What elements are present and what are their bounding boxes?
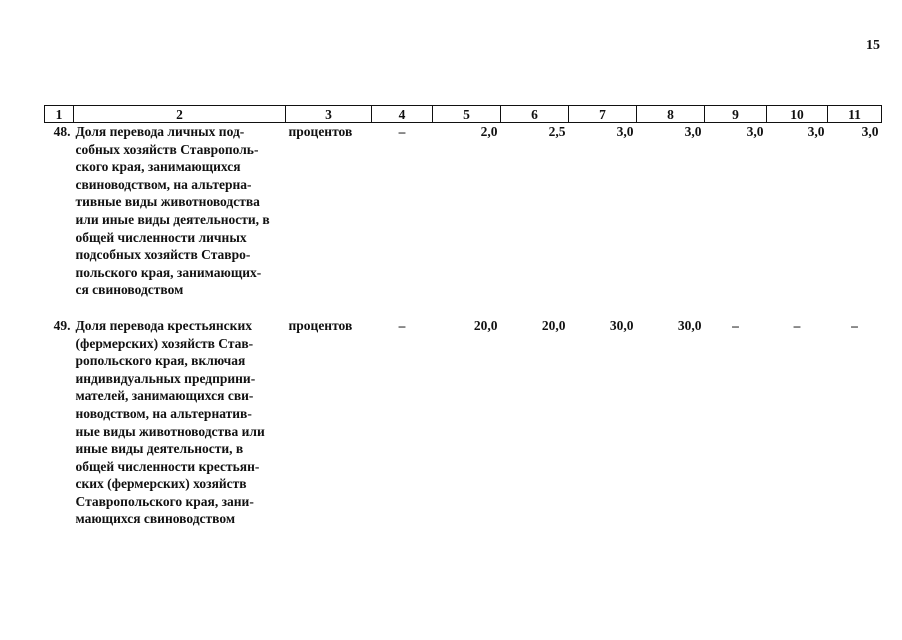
row-description <box>74 317 286 528</box>
row-value: 2,5 <box>548 124 566 139</box>
row-value: 2,0 <box>480 124 498 139</box>
description-line: общей численности крестьян- <box>75 458 260 474</box>
description-line: общей численности личных <box>75 229 247 245</box>
header-cell: 7 <box>569 106 637 123</box>
description-line: мателей, занимающихся сви- <box>75 388 254 404</box>
row-unit: процентов <box>288 124 353 139</box>
description-line: Ставропольского края, зани- <box>75 493 254 509</box>
row-spacer <box>45 299 882 317</box>
header-cell: 8 <box>637 106 705 123</box>
description-line: Доля перевода личных под- <box>75 124 245 139</box>
row-value: 3,0 <box>807 124 825 139</box>
description-line: иные виды деятельности, в <box>75 441 244 457</box>
header-cell: 11 <box>828 106 882 123</box>
row-description <box>74 123 286 299</box>
description-line: Доля перевода крестьянских <box>75 317 252 333</box>
row-value: 3,0 <box>684 124 702 139</box>
header-cell: 6 <box>501 106 569 123</box>
header-row <box>45 106 882 123</box>
description-line: подсобных хозяйств Ставро- <box>75 247 251 263</box>
description-line: ского края, занимающихся <box>75 159 241 175</box>
row-value: – <box>732 317 739 333</box>
row-unit: процентов <box>288 317 353 333</box>
description-line: или иные виды деятельности, в <box>75 211 270 227</box>
row-number: 48. <box>53 124 71 139</box>
description-line: тивные виды животноводства <box>75 194 260 210</box>
row-value: 3,0 <box>616 124 634 139</box>
table-row <box>45 123 882 299</box>
indicator-table <box>44 105 882 528</box>
description-line: ные виды животноводства или <box>75 423 265 439</box>
description-line: мающихся свиноводством <box>75 511 236 527</box>
header-cell: 1 <box>45 106 74 123</box>
description-line: ропольского края, включая <box>75 353 246 369</box>
row-value: 3,0 <box>861 124 879 139</box>
header-cell: 9 <box>705 106 767 123</box>
description-line: ся свиноводством <box>75 282 184 298</box>
row-value: – <box>793 317 801 333</box>
header-cell: 2 <box>74 106 286 123</box>
description-line: свиноводством, на альтерна- <box>75 176 252 192</box>
row-value: – <box>398 124 406 139</box>
header-cell: 3 <box>286 106 372 123</box>
row-value: – <box>851 317 858 333</box>
table-row <box>45 317 882 528</box>
header-cell: 5 <box>433 106 501 123</box>
description-line: новодством, на альтернатив- <box>75 405 252 421</box>
row-value: 20,0 <box>473 317 498 333</box>
description-line: (фермерских) хозяйств Став- <box>75 335 254 351</box>
row-value: 30,0 <box>677 317 702 333</box>
description-line: ских (фермерских) хозяйств <box>75 476 247 492</box>
page-number: 15 <box>866 38 880 53</box>
header-cell: 10 <box>767 106 828 123</box>
description-line: собных хозяйств Ставрополь- <box>75 141 259 157</box>
row-number: 49. <box>53 317 71 333</box>
row-value: 20,0 <box>541 317 566 333</box>
header-cell: 4 <box>372 106 433 123</box>
description-line: польского края, занимающих- <box>75 264 262 280</box>
row-value: – <box>398 317 406 333</box>
row-value: 3,0 <box>746 124 764 139</box>
description-line: индивидуальных предприни- <box>75 370 256 386</box>
row-value: 30,0 <box>609 317 634 333</box>
